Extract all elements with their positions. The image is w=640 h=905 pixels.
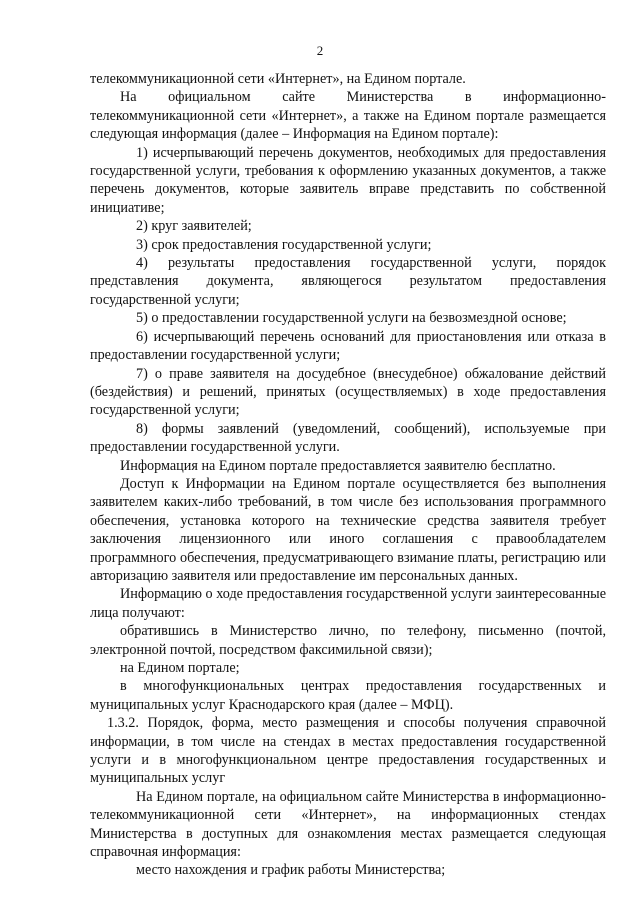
- paragraph: 5) о предоставлении государственной услуги на безвозмездной основе;: [136, 310, 567, 327]
- paragraph: телекоммуникационной сети «Интернет», на Едином портале.: [90, 71, 466, 87]
- paragraph: 7) о праве заявителя на досудебное (внесудебное) обжалование действий (бездействия) и решений, принятых (осуществляемых) в ходе предоставления государственной услуги;: [90, 365, 606, 419]
- paragraph: На Едином портале, на официальном сайте Министерства в информационно-телекоммуникационной сети «Интернет», на информационных стендах Министерства в доступных для ознакомления местах размещается следующая справочная информация:: [90, 788, 606, 861]
- paragraph: в многофункциональных центрах предоставления государственных и муниципальных услуг Краснодарского края (далее – МФЦ).: [90, 678, 606, 713]
- paragraph: Доступ к Информации на Едином портале осуществляется без выполнения заявителем каких-либо требований, в том числе без использования программного обеспечения, установка которого на технические средства заявителя требует заключения лицензионного или иного соглашения с правообладателем программного обеспечения, предусматривающего взимание платы, регистрацию или авторизацию заявителя или предоставление им персональных данных.: [90, 475, 606, 584]
- paragraph: на Едином портале;: [120, 660, 240, 676]
- paragraph: 3) срок предоставления государственной услуги;: [136, 236, 432, 253]
- paragraph: 1.3.2. Порядок, форма, место размещения и способы получения справочной информации, в том числе на стендах в местах предоставления государственной услуги и в многофункциональном центре предоставления государственных и муниципальных услуг: [90, 715, 606, 787]
- page-number: 2: [316, 43, 324, 58]
- paragraph: 8) формы заявлений (уведомлений, сообщений), используемые при предоставлении государственной услуги.: [90, 420, 606, 456]
- paragraph: 6) исчерпывающий перечень оснований для приостановления или отказа в предоставлении государственной услуги;: [90, 328, 606, 364]
- document-body: [90, 70, 606, 880]
- paragraph: Информацию о ходе предоставления государственной услуги заинтересованные лица получают:: [90, 586, 606, 621]
- paragraph: Информация на Едином портале предоставляется заявителю бесплатно.: [120, 457, 556, 474]
- paragraph: обратившись в Министерство лично, по телефону, письменно (почтой, электронной почтой, посредством факсимильной связи);: [90, 623, 606, 658]
- paragraph: 2) круг заявителей;: [136, 218, 252, 235]
- paragraph: место нахождения и график работы Министерства;: [136, 862, 446, 879]
- paragraph: На официальном сайте Министерства в информационно-телекоммуникационной сети «Интернет», а также на Едином портале размещается следующая информация (далее – Информация на Едином портале):: [90, 89, 606, 143]
- paragraph: 1) исчерпывающий перечень документов, необходимых для предоставления государственной услуги, требования к оформлению указанных документов, а также перечень документов, которые заявитель вправе представить по собственной инициативе;: [90, 144, 606, 216]
- paragraph: 4) результаты предоставления государственной услуги, порядок представления документа, являющегося результатом предоставления государственной услуги;: [90, 255, 606, 308]
